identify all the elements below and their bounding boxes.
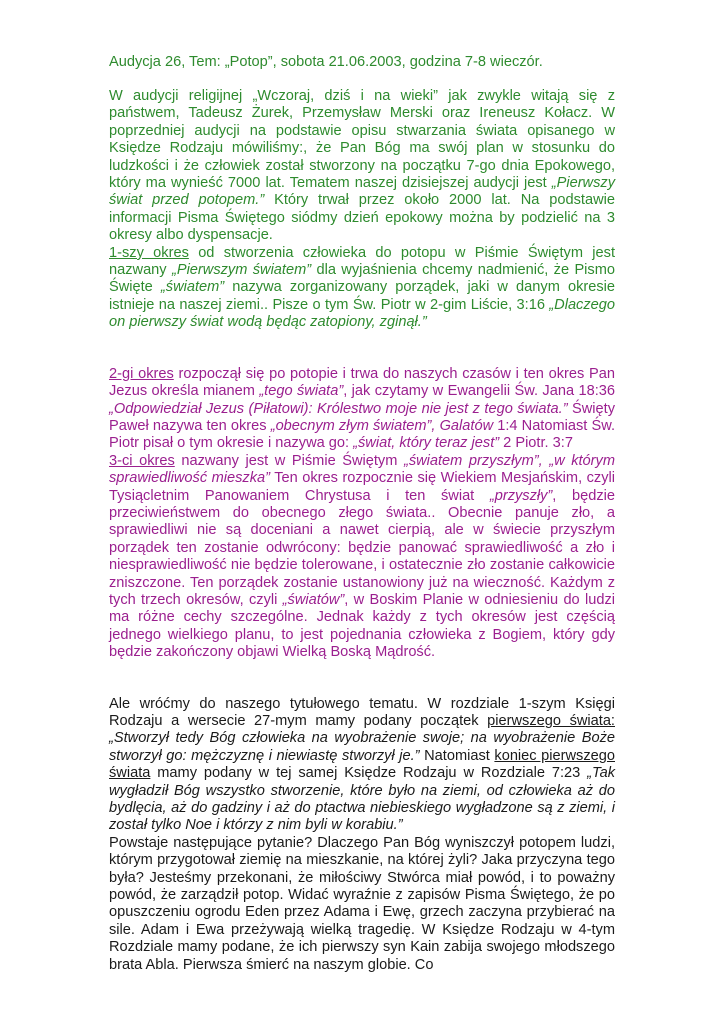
third-period-text-b: Ten okres rozpocznie się Wiekiem Mesjańskim, czyli Tysiącletnim Panowaniem Chrystusa i ten świat bbox=[109, 470, 615, 504]
second-period-text: rozpoczął się po potopie i trwa do naszych czasów i ten okres Pan Jezus określa mianem bbox=[109, 365, 615, 400]
first-period-quote-a: „Pierwszym światem” bbox=[171, 262, 312, 279]
first-world-text-c: mamy podany w tej samej Księdze Rodzaju w Rozdziale 7:23 bbox=[150, 765, 588, 782]
intro-topic: „Pierwszy świat przed potopem.” bbox=[109, 175, 615, 209]
third-period-text-d: , w Boskim Planie w odniesieniu do ludzi ma różne cechy szczególne. Jednak każdy z tych okresów jest częścią jednego wielkiego planu, to jest pojednania człowieka z Bogiem, który gdy będzie zakończony objawi Wielką Boską Mądrość. bbox=[109, 591, 615, 661]
question-text: Powstaje następujące pytanie? Dlaczego Pan Bóg wyniszczył potopem ludzi, którym przygotował ziemię na mieszkanie, na której żyli? Jaka przyczyna tego była? Jesteśmy przekonani, że miłościwy Stwórca miał powód, i to poważny powód, że zarządził potop. Widać wyraźnie z zapisów Pisma Świętego, że po opuszczeniu ogrodu Eden przez Adama i Ewę, grzech zaczyna przybierać na sile. Adam i Ewa przeżywają wielką tragedię. W Księdze Rodzaju w 4-tym Rozdziale mamy podane, że ich pierwszy syn Kain zabija swojego młodszego brata Abla. Pierwsza śmierć na naszym globie. Co bbox=[109, 834, 615, 973]
first-period-heading: 1-szy okres bbox=[109, 244, 189, 261]
first-world-end-underlined: koniec pierwszego świata bbox=[109, 747, 615, 782]
first-world-text-b: Natomiast bbox=[419, 747, 495, 764]
second-period-text-d: 1:4 Natomiast Św. Piotr pisał o tym okresie i nazywa go: bbox=[109, 417, 615, 452]
paragraph-first-world bbox=[109, 696, 615, 835]
second-period-quote-b: „Odpowiedział Jezus (Piłatowi): Królestwo moje nie jest z tego świata.” bbox=[109, 400, 568, 417]
document-page bbox=[109, 53, 615, 974]
first-world-underlined: pierwszego świata: bbox=[487, 713, 615, 729]
first-world-quote-a: „Stworzył tedy Bóg człowieka na wyobrażenie swoje; na wyobrażenie Boże stworzył go: mężczyznę i niewiastę stworzył je.” bbox=[109, 730, 615, 764]
second-period-quote-a: „tego świata” bbox=[259, 383, 344, 400]
first-period-text-c: nazywa zorganizowany porządek, jaki w danym okresie istnieje na naszej ziemi.. Pisze o tym Św. Piotr w 2-gim Liście, 3:16 bbox=[109, 279, 616, 313]
second-period-text-c: Święty Paweł nazywa ten okres bbox=[109, 400, 615, 434]
paragraph-question bbox=[109, 835, 615, 974]
first-period-text-b: dla wyjaśnienia chcemy nadmienić, że Pismo Święte bbox=[109, 262, 615, 296]
third-period-text-c: , będzie przeciwieństwem do obecnego złego świata.. Obecnie panuje zło, a sprawiedliwi nie są doceniani a nawet cierpią, ale w świecie przyszłym porządek ten zostanie odwrócony: będzie panować sprawiedliwość a zło i niesprawiedliwość nie będzie tolerowane, i ostatecznie zło zostanie całkowicie zniszczone. Ten porządek zostanie ustanowiony już na wieczność. Każdym z tych trzech okresów, czyli bbox=[109, 487, 615, 608]
paragraph-first-period bbox=[109, 245, 615, 332]
paragraph-third-period bbox=[109, 453, 615, 662]
first-period-quote-b: „światem” bbox=[160, 279, 225, 296]
third-period-quote-c: „światów” bbox=[282, 591, 345, 608]
second-period-quote-c: „obecnym złym światem”, Galatów bbox=[270, 417, 494, 434]
second-period-text-b: , jak czytamy w Ewangelii Św. Jana 18:36 bbox=[343, 383, 615, 400]
first-period-text: od stworzenia człowieka do potopu w Piśmie Świętym jest nazwany bbox=[109, 244, 615, 279]
intro-text: W audycji religijnej „Wczoraj, dziś i na wieki” jak zwykle witają się z państwem, Tadeusz Żurek, Przemysław Merski oraz Ireneusz Kołacz. W poprzedniej audycji na podstawie opisu stwarzania świata opisanego w Księdze Rodzaju mówiliśmy:, że Pan Bóg ma swój plan w stosunku do ludzkości i że człowiek został stworzony na początku 7-go dnia Epokowego, który ma wynieść 7000 lat. Tematem naszej dzisiejszej audycji jest bbox=[109, 88, 615, 192]
third-period-quote-b: „przyszły” bbox=[489, 487, 553, 504]
second-period-heading: 2-gi okres bbox=[109, 365, 174, 382]
third-period-quote-a: „światem przyszłym”, „w którym sprawiedliwość mieszka” bbox=[109, 452, 615, 487]
first-world-text: Ale wróćmy do naszego tytułowego tematu. W rozdziale 1-szym Księgi Rodzaju a wersecie 27-mym mamy podany początek bbox=[109, 695, 615, 729]
third-period-text: nazwany jest w Piśmie Świętym bbox=[174, 452, 404, 469]
second-period-quote-d: „świat, który teraz jest” bbox=[353, 435, 500, 452]
document-title: Audycja 26, Tem: „Potop”, sobota 21.06.2003, godzina 7-8 wieczór. bbox=[109, 54, 543, 70]
third-period-heading: 3-ci okres bbox=[109, 452, 175, 469]
paragraph-second-period bbox=[109, 366, 615, 453]
intro-text-end: Który trwał przez około 2000 lat. Na podstawie informacji Pisma Świętego siódmy dzień epokowy można by podzielić na 3 okresy albo dyspensacje. bbox=[109, 192, 615, 244]
paragraph-intro bbox=[109, 88, 615, 245]
first-world-quote-b: „Tak wygładził Bóg wszystko stworzenie, które było na ziemi, od człowieka aż do bydlęcia, aż do gadziny i aż do ptactwa niebieskiego wygładzone są z ziemi, i został tylko Noe i którzy z nim byli w korabiu.” bbox=[109, 765, 615, 834]
second-period-text-e: 2 Piotr. 3:7 bbox=[499, 435, 573, 452]
first-period-quote-c: „Dlaczego on pierwszy świat wodą będąc zatopiony, zginął.” bbox=[109, 296, 615, 331]
